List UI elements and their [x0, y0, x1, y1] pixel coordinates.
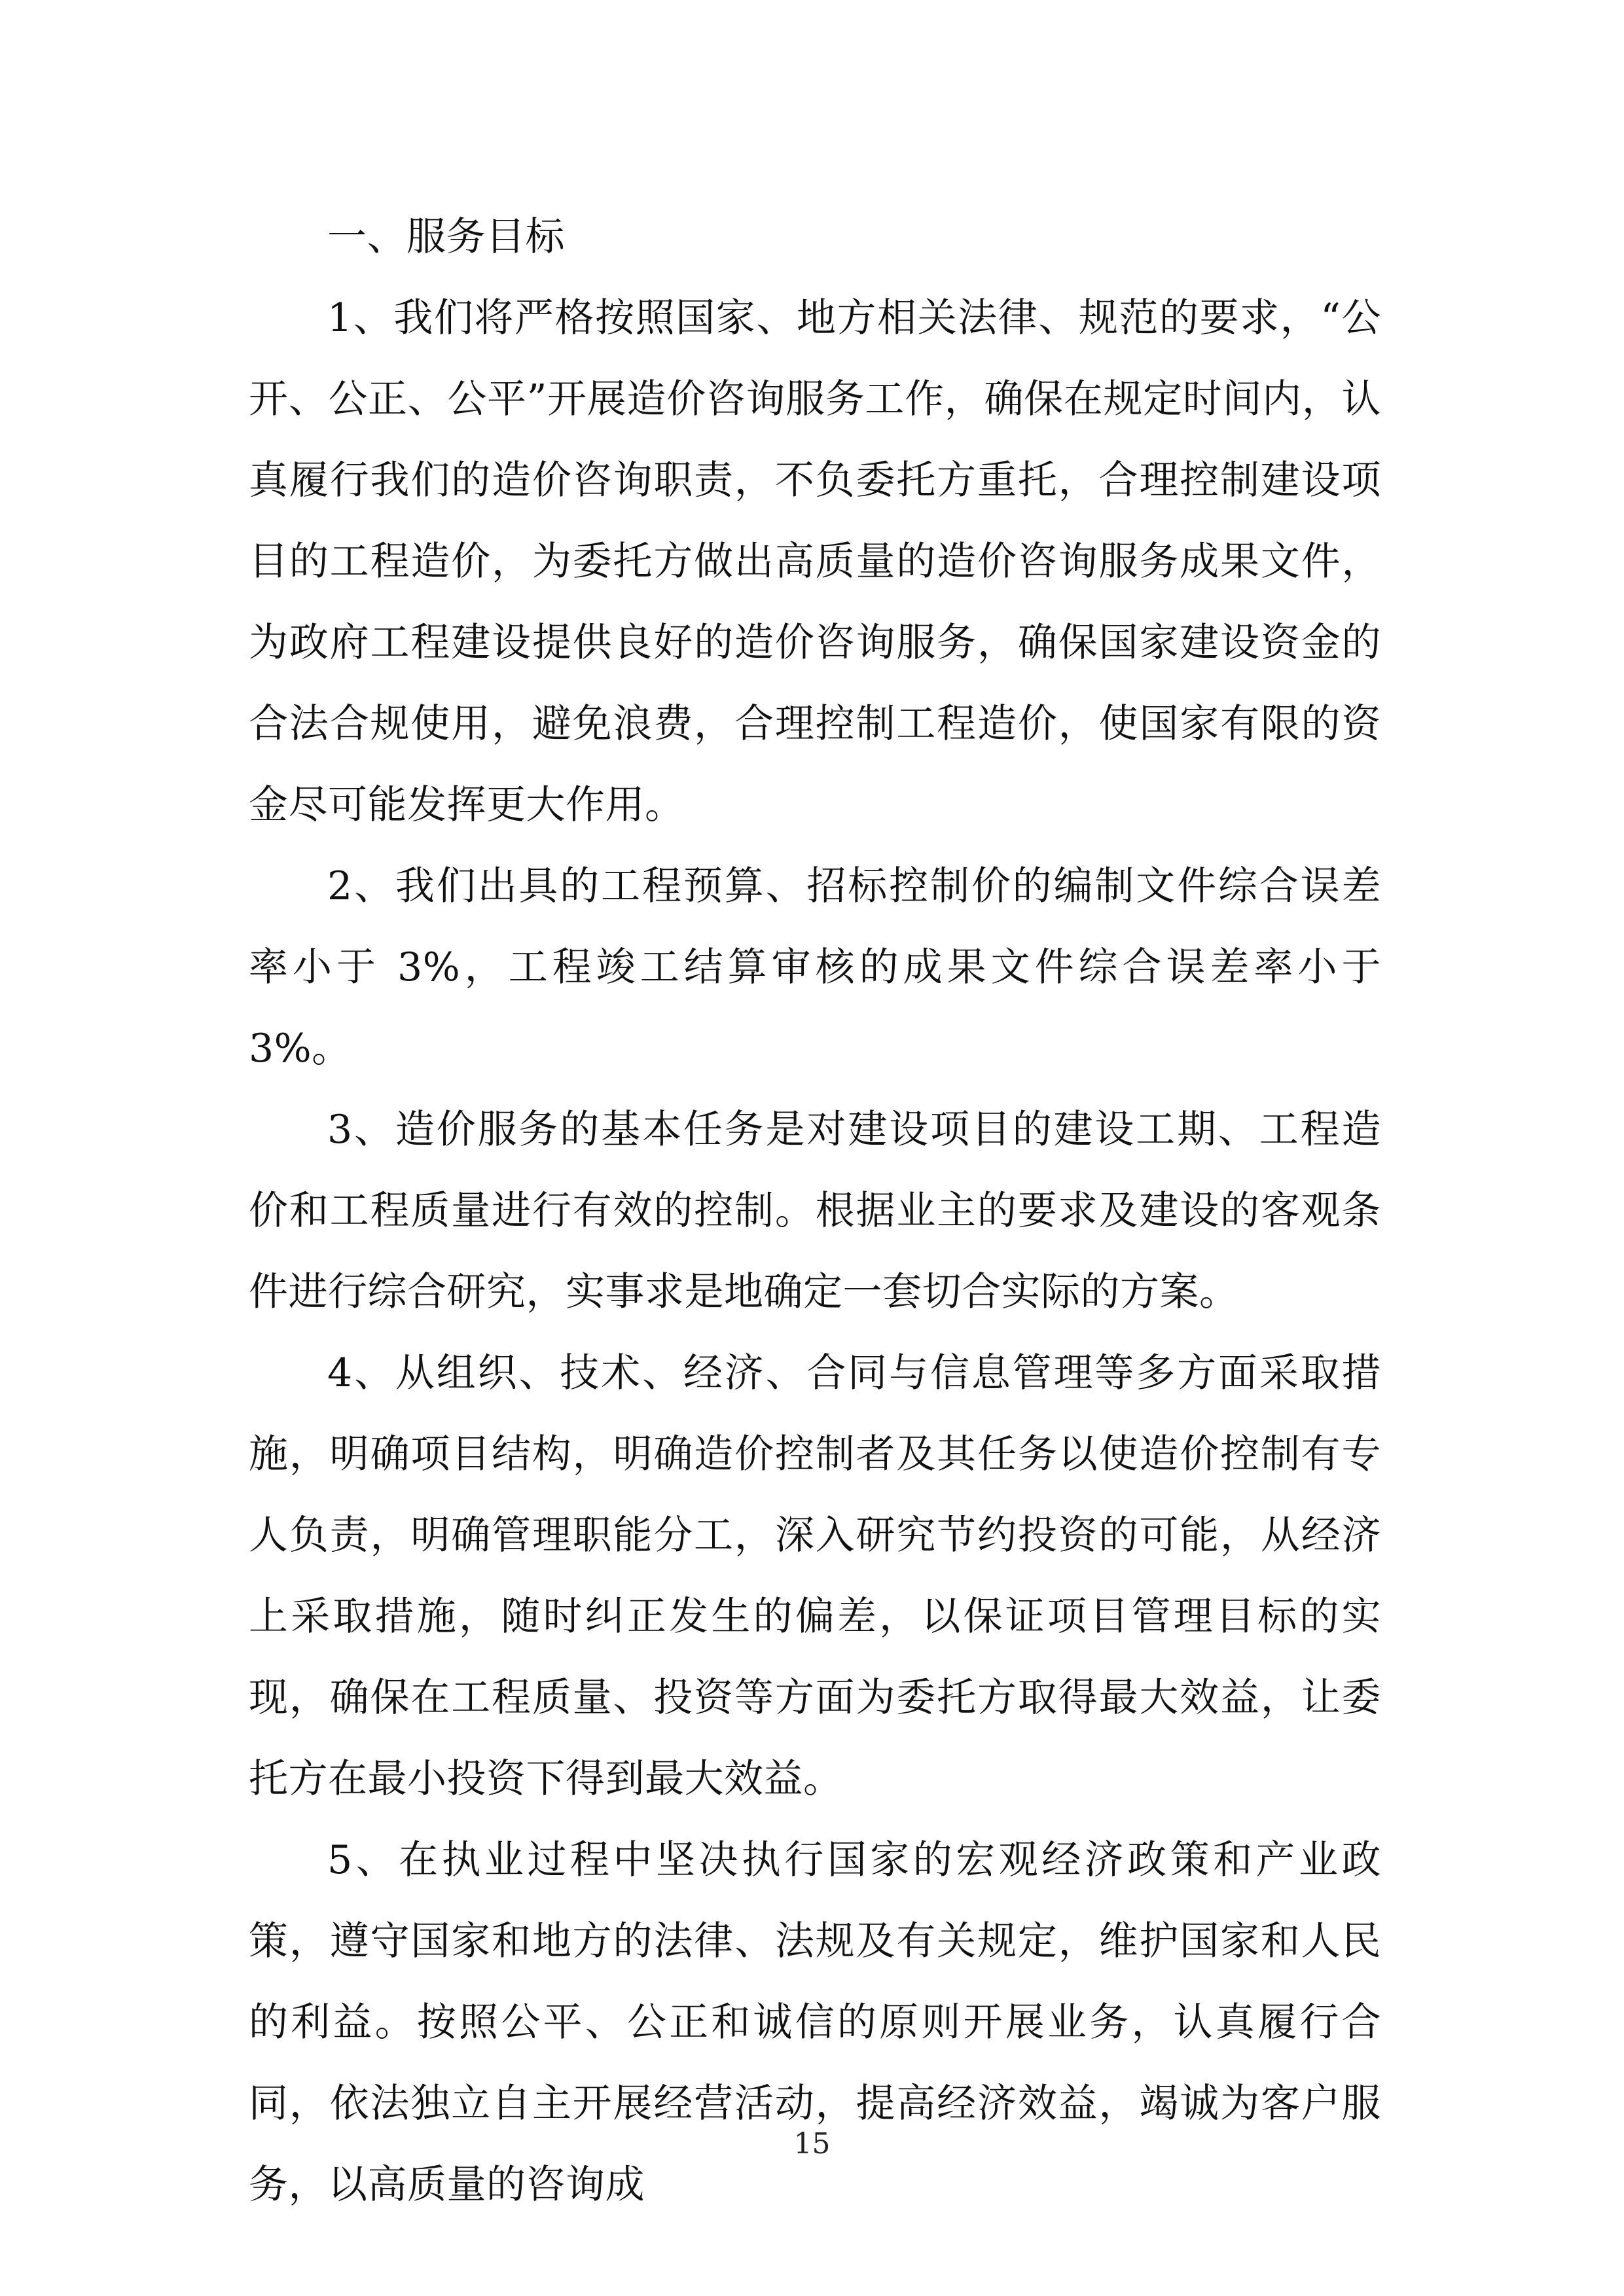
paragraph-5: 5、在执业过程中坚决执行国家的宏观经济政策和产业政策，遵守国家和地方的法律、法规及有关规定，维护国家和人民的利益。按照公平、公正和诚信的原则开展业务，认真履行合同，依法独立自主开展经营活动，提高经济效益，竭诚为客户服务，以高质量的咨询成: [249, 1837, 1381, 2208]
paragraph-2: 2、我们出具的工程预算、招标控制价的编制文件综合误差率小于 3%，工程竣工结算审核的成果文件综合误差率小于 3%。: [249, 863, 1381, 1071]
document-body: [249, 196, 1381, 2225]
paragraph-3: 3、造价服务的基本任务是对建设项目的建设工期、工程造价和工程质量进行有效的控制。根据业主的要求及建设的客观条件进行综合研究，实事求是地确定一套切合实际的方案。: [249, 1107, 1381, 1315]
paragraph-4: 4、从组织、技术、经济、合同与信息管理等多方面采取措施，明确项目结构，明确造价控制者及其任务以使造价控制有专人负责，明确管理职能分工，深入研究节约投资的可能，从经济上采取措施，随时纠正发生的偏差，以保证项目管理目标的实现，确保在工程质量、投资等方面为委托方取得最大效益，让委托方在最小投资下得到最大效益。: [249, 1350, 1381, 1802]
section-heading: 一、服务目标: [327, 214, 565, 260]
page-number: 15: [793, 2127, 831, 2161]
paragraph-1: 1、我们将严格按照国家、地方相关法律、规范的要求，“公开、公正、公平”开展造价咨询服务工作，确保在规定时间内，认真履行我们的造价咨询职责，不负委托方重托，合理控制建设项目的工程造价，为委托方做出高质量的造价咨询服务成果文件，为政府工程建设提供良好的造价咨询服务，确保国家建设资金的合法合规使用，避免浪费，合理控制工程造价，使国家有限的资金尽可能发挥更大作用。: [249, 295, 1381, 828]
